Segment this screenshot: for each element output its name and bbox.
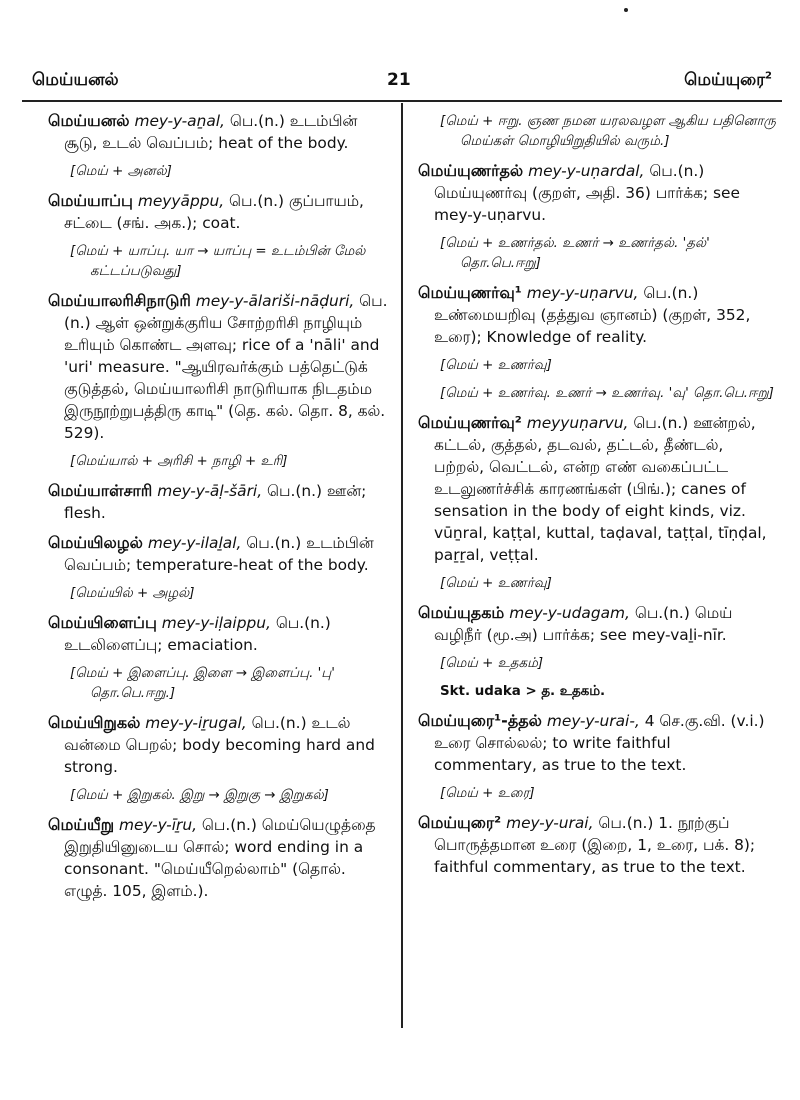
entry-etymology: [மெய் + உணர்வு. உணர் → உணர்வு. 'வு' தொ.பெ.ஈறு] — [440, 386, 774, 401]
right-column — [418, 110, 778, 886]
dictionary-entry — [418, 412, 778, 566]
entry-transliteration: mey-y-aṉal, — [134, 112, 225, 130]
dictionary-entry — [418, 710, 778, 776]
entry-transliteration: mey-y-uṇarvu, — [526, 284, 639, 302]
entry-transliteration: mey-y-udagam, — [509, 604, 630, 622]
entry-transliteration: mey-y-ālariši-nāḍuri, — [195, 292, 355, 310]
entry-transliteration: meyyāppu, — [137, 192, 225, 210]
dictionary-entry — [418, 812, 778, 878]
entry-headword: மெய்யுணர்வு² — [418, 413, 522, 432]
ink-dot — [624, 8, 628, 12]
entry-definition: பெ.(n.) மெய் வழிநீர் (மூ.அ) பார்க்க; see mey-vaḻi-nīr. — [434, 604, 733, 644]
header-right-text: மெய்யுரை — [684, 70, 766, 90]
entry-definition: பெ.(n.) உடலிளைப்பு; emaciation. — [64, 614, 331, 654]
entry-etymology: [மெய் + உணர்தல். உணர் → உணர்தல். 'தல்' தொ.பெ.ஈறு] — [440, 236, 710, 271]
dictionary-entry — [48, 110, 393, 154]
entry-etymology: [மெய் + உணர்வு] — [440, 358, 552, 373]
entry-definition: 4 செ.கு.வி. (v.i.) உரை சொல்லல்; to write faithful commentary, as true to the text. — [434, 712, 765, 774]
entry-definition: பெ.(n.) ஆள் ஒன்றுக்குரிய சோற்றரிசி நாழியும் உரியும் கொண்ட அளவு; rice of a 'nāli' and 'uri' measure. "ஆயிரவர்க்கும் பத்தெட்டுக் குடுத்தல், மெய்யாலரிசி நாடுரியாக நிடதம்ம இருநூற்றுபத்திரு காடி" (தெ. கல். தொ. 8, கல். 529). — [64, 292, 388, 442]
entry-etymology: [மெய்யில் + அழல்] — [70, 586, 195, 601]
entry-transliteration: mey-y-āḷ-šāri, — [157, 482, 263, 500]
entry-definition: பெ.(n.) உடம்பின் சூடு, உடல் வெப்பம்; heat of the body. — [64, 112, 358, 152]
entry-definition: பெ.(n.) ஊன்; flesh. — [64, 482, 367, 522]
entry-headword: மெய்யிளைப்பு — [48, 613, 157, 632]
entry-headword: மெய்யிலழல் — [48, 533, 143, 552]
entry-headword: மெய்யாலரிசிநாடுரி — [48, 291, 191, 310]
left-column — [48, 110, 393, 910]
entry-etymology: [மெய் + அனல்] — [70, 164, 172, 179]
entry-headword: மெய்யுணர்வு¹ — [418, 283, 522, 302]
entry-transliteration: mey-y-iḷaippu, — [161, 614, 271, 632]
dictionary-entry — [48, 480, 393, 524]
entry-headword: மெய்யுரை² — [418, 813, 502, 832]
entry-headword: மெய்யுதகம் — [418, 603, 505, 622]
dictionary-entry — [48, 814, 393, 902]
dictionary-entry — [418, 602, 778, 646]
entry-etymology: [மெய்யால் + அரிசி + நாழி + உரி] — [70, 454, 288, 469]
entry-etymology: [மெய் + உணர்வு] — [440, 576, 552, 591]
entry-etymology: [மெய் + இறுகல். இறு → இறுகு → இறுகல்] — [70, 788, 329, 803]
entry-definition: பெ.(n.) 1. நூற்குப் பொருத்தமான உரை (இறை, 1, உரை, பக். 8); faithful commentary, as true to the text. — [434, 814, 756, 876]
entry-etymology: [மெய் + உதகம்] — [440, 656, 544, 671]
header-right-sup: 2 — [765, 70, 772, 82]
entry-headword: மெய்யுணர்தல் — [418, 161, 524, 180]
dictionary-entry — [418, 160, 778, 226]
entry-transliteration: meyyuṇarvu, — [526, 414, 629, 432]
entry-headword: மெய்யாள்சாரி — [48, 481, 153, 500]
dictionary-entry — [48, 532, 393, 576]
entry-etymology: Skt. udaka > த. உதகம். — [440, 684, 606, 699]
page-number: 21 — [387, 70, 411, 90]
entry-definition: பெ.(n.) மெய்யெழுத்தை இறுதியினுடைய சொல்; word ending in a consonant. "மெய்யீறெல்லாம்" (தொல். எழுத். 105, இளம்.). — [64, 816, 376, 900]
dictionary-entry — [48, 612, 393, 656]
header-left-guideword: மெய்யனல் — [32, 70, 119, 90]
header-right-guideword — [684, 70, 772, 92]
column-divider — [401, 103, 403, 1028]
entry-etymology: [மெய் + இளைப்பு. இளை → இளைப்பு. 'பு' தொ.பெ.ஈறு.] — [70, 666, 335, 701]
header-rule — [22, 100, 782, 102]
entry-definition: பெ.(n.) உண்மையறிவு (தத்துவ ஞானம்) (குறள், 352, உரை); Knowledge of reality. — [434, 284, 751, 346]
entry-headword: மெய்யனல் — [48, 111, 130, 130]
entry-transliteration: mey-y-urai, — [506, 814, 594, 832]
entry-definition: பெ.(n.) உடல் வன்மை பெறல்; body becoming hard and strong. — [64, 714, 375, 776]
entry-transliteration: mey-y-ilaḻal, — [147, 534, 242, 552]
dictionary-entry — [48, 290, 393, 444]
entry-transliteration: mey-y-īṟu, — [119, 816, 197, 834]
entry-transliteration: mey-y-iṟugal, — [145, 714, 247, 732]
entry-definition: பெ.(n.) மெய்யுணர்வு (குறள், அதி. 36) பார்க்க; see mey-y-uṇarvu. — [434, 162, 740, 224]
entry-etymology: [மெய் + ஈறு. ஞண நமன யரலவழள ஆகிய பதினொரு மெய்கள் மொழியிறுதியில் வரும்.] — [440, 114, 776, 149]
entry-etymology: [மெய் + உரை] — [440, 786, 535, 801]
entry-definition: பெ.(n.) ஊன்றல், கட்டல், குத்தல், தடவல், தட்டல், தீண்டல், பற்றல், வெட்டல், என்ற எண் வகைப்பட்ட உடலுணர்ச்சிக் காரணங்கள் (பிங்.); canes of sensation in the body of eight kinds, viz. vūṉral, kaṭṭal, kuttal, taḍaval, taṭṭal, tīṇḍal, paṟṟal, veṭṭal. — [434, 414, 767, 564]
entry-headword: மெய்யாப்பு — [48, 191, 133, 210]
dictionary-entry — [48, 190, 393, 234]
entry-definition: பெ.(n.) குப்பாயம், சட்டை (சங். அக.); coat. — [64, 192, 364, 232]
entry-headword: மெய்யீறு — [48, 815, 115, 834]
entry-transliteration: mey-y-urai-, — [546, 712, 640, 730]
entry-definition: பெ.(n.) உடம்பின் வெப்பம்; temperature-heat of the body. — [64, 534, 374, 574]
entry-etymology: [மெய் + யாப்பு. யா → யாப்பு = உடம்பின் மேல் கட்டப்படுவது] — [70, 244, 366, 279]
dictionary-entry — [48, 712, 393, 778]
dictionary-entry — [418, 282, 778, 348]
entry-transliteration: mey-y-uṇardal, — [528, 162, 645, 180]
entry-headword: மெய்யிறுகல் — [48, 713, 141, 732]
entry-headword: மெய்யுரை¹-த்தல் — [418, 711, 542, 730]
page-header — [32, 70, 772, 98]
